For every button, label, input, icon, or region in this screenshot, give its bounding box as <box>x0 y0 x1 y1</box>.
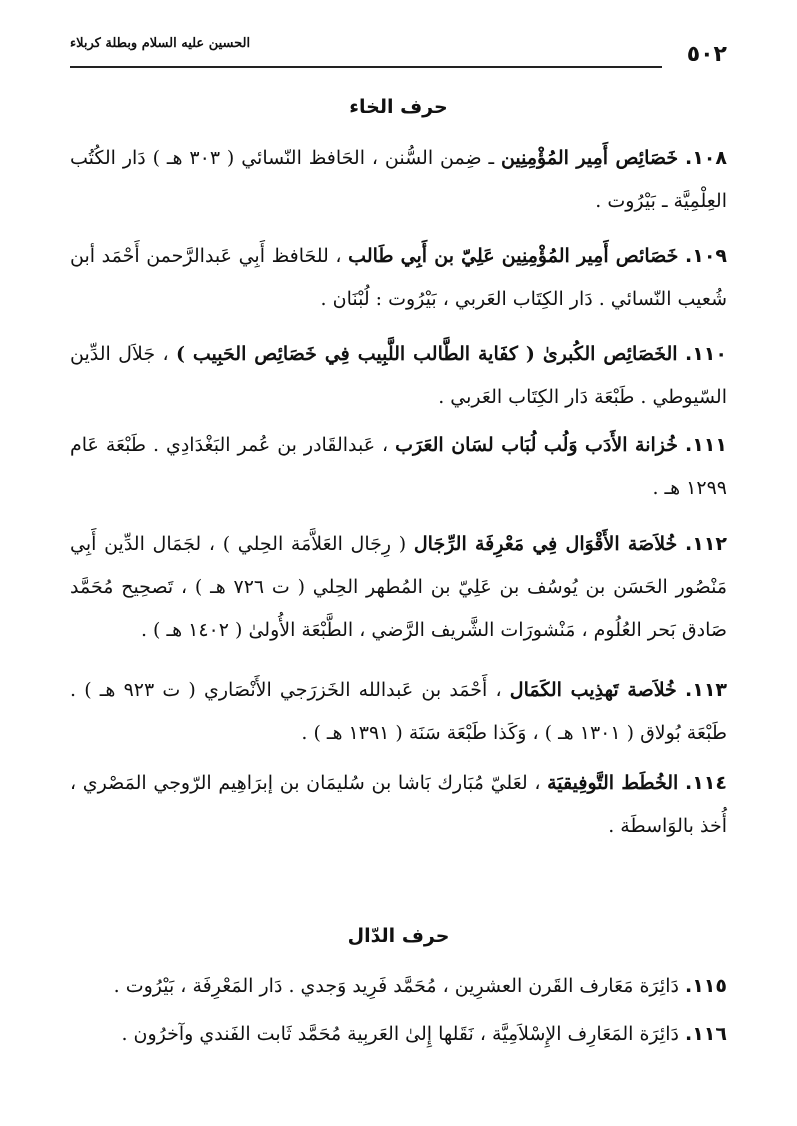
entry-number: ١٠٩. <box>685 245 728 267</box>
entry-number: ١١٠. <box>684 343 727 365</box>
entry-text: ، للحَافظ أَبِي عَبدالرَّحمن أَحْمَد أبن شُعيب النّسائي . دَار الكِتَاب العَربي ، بَيْرُوت : لُبْنَان . <box>70 245 727 310</box>
entry-116 <box>70 1013 727 1056</box>
entry-title: خُلاَصة تَهذِيب الكَمَال <box>509 679 677 701</box>
entry-number: ١١١. <box>684 434 727 456</box>
entry-113 <box>70 669 727 755</box>
entry-text: ، أَحْمَد بن عَبدالله الخَزرَجي الأَنْصَاري ( ت ٩٢٣ هـ ) . طَبْعَة بُولاق ( ١٣٠١ هـ ) ، وَكَذا طَبْعَة سَنَة ( ١٣٩١ هـ ) . <box>70 679 727 744</box>
entry-title: خَصَائص أَمِير المُؤْمِنِين عَلِيّ بن أَبِي طَالب <box>348 245 679 267</box>
entry-number: ١٠٨. <box>684 147 727 169</box>
entry-115 <box>70 965 727 1008</box>
entry-112 <box>70 523 727 652</box>
entry-108 <box>70 137 727 223</box>
entry-title: خَصَائِص أَمِير المُؤْمِنِين <box>500 147 679 169</box>
entry-title: الخُطَط التَّوفِيقيَة <box>547 772 679 794</box>
entry-111 <box>70 424 727 510</box>
entry-number: ١١٣. <box>685 679 728 701</box>
section-heading-kha: حرف الخاء <box>349 96 448 118</box>
entry-text: ، لعَليّ مُبَارك بَاشا بن سُليمَان بن إبرَاهِيم الرّوجي المَصْري ، أُخذ بالوَاسطَة . <box>70 772 727 837</box>
entry-114 <box>70 762 727 848</box>
header-rule <box>70 66 662 68</box>
entry-title: الخَصَائِص الكُبرىٰ ( كفَاية الطَّالب اللَّبِيب فِي خَصَائِص الحَبِيب ) <box>175 343 678 365</box>
running-head <box>70 32 727 67</box>
entry-text: ( رِجَال العَلاَّمَة الحِلي ) ، لجَمَال الدِّين أَبِي مَنْصُور الحَسَن بن يُوسُف بن عَلِيّ بن المُطهر الحِلي ( ت ٧٢٦ هـ ) ، تَصحِيح مُحَمَّد صَادق بَحر العُلُوم ، مَنْشورَات الشَّريف الرَّضي ، الطَّبْعَة الأُولىٰ ( ١٤٠٢ هـ ) . <box>70 533 727 641</box>
entry-text: ، عَبدالقَادر بن عُمر البَغْدَادِي . طَبْعَة عَام ١٢٩٩ هـ . <box>70 434 727 499</box>
entry-number: ١١٤. <box>684 772 727 794</box>
entry-number: ١١٦. <box>684 1023 727 1045</box>
section-heading-dal: حرف الدّال <box>347 925 450 947</box>
book-title: الحسين عليه السلام وبطلة كربلاء <box>70 36 251 51</box>
entry-number: ١١٢. <box>684 533 727 555</box>
entry-number: ١١٥. <box>684 975 727 997</box>
entry-text: ـ ضِمن السُّنن ، الحَافظ النّسائي ( ٣٠٣ هـ ) دَار الكُتُب العِلْمِيَّة ـ بَيْرُوت . <box>70 147 727 212</box>
entry-title: خُلاَصَة الأَقْوَال فِي مَعْرِفَة الرِّجَال <box>413 533 678 555</box>
entry-109 <box>70 235 727 321</box>
entry-text: دَائِرَة مَعَارف القَرن العشرِين ، مُحَمَّد فَرِيد وَجدي . دَار المَعْرِفَة ، بَيْرُوت . <box>113 975 679 997</box>
entry-110 <box>70 333 727 419</box>
page-number: ٥٠٢ <box>686 42 727 67</box>
entry-text: ، جَلاَل الدِّين السّيوطي . طَبْعَة دَار الكِتَاب العَربي . <box>70 343 727 408</box>
entry-text: دَائِرَة المَعَارِف الإِسْلاَمِيَّة ، نَقَلها إِلىٰ العَربِية مُحَمَّد ثَابت الفَندي وآخرُون . <box>121 1023 679 1045</box>
entry-title: خُزانة الأَدَب وَلُب لُبَاب لسَان العَرَب <box>395 434 679 456</box>
